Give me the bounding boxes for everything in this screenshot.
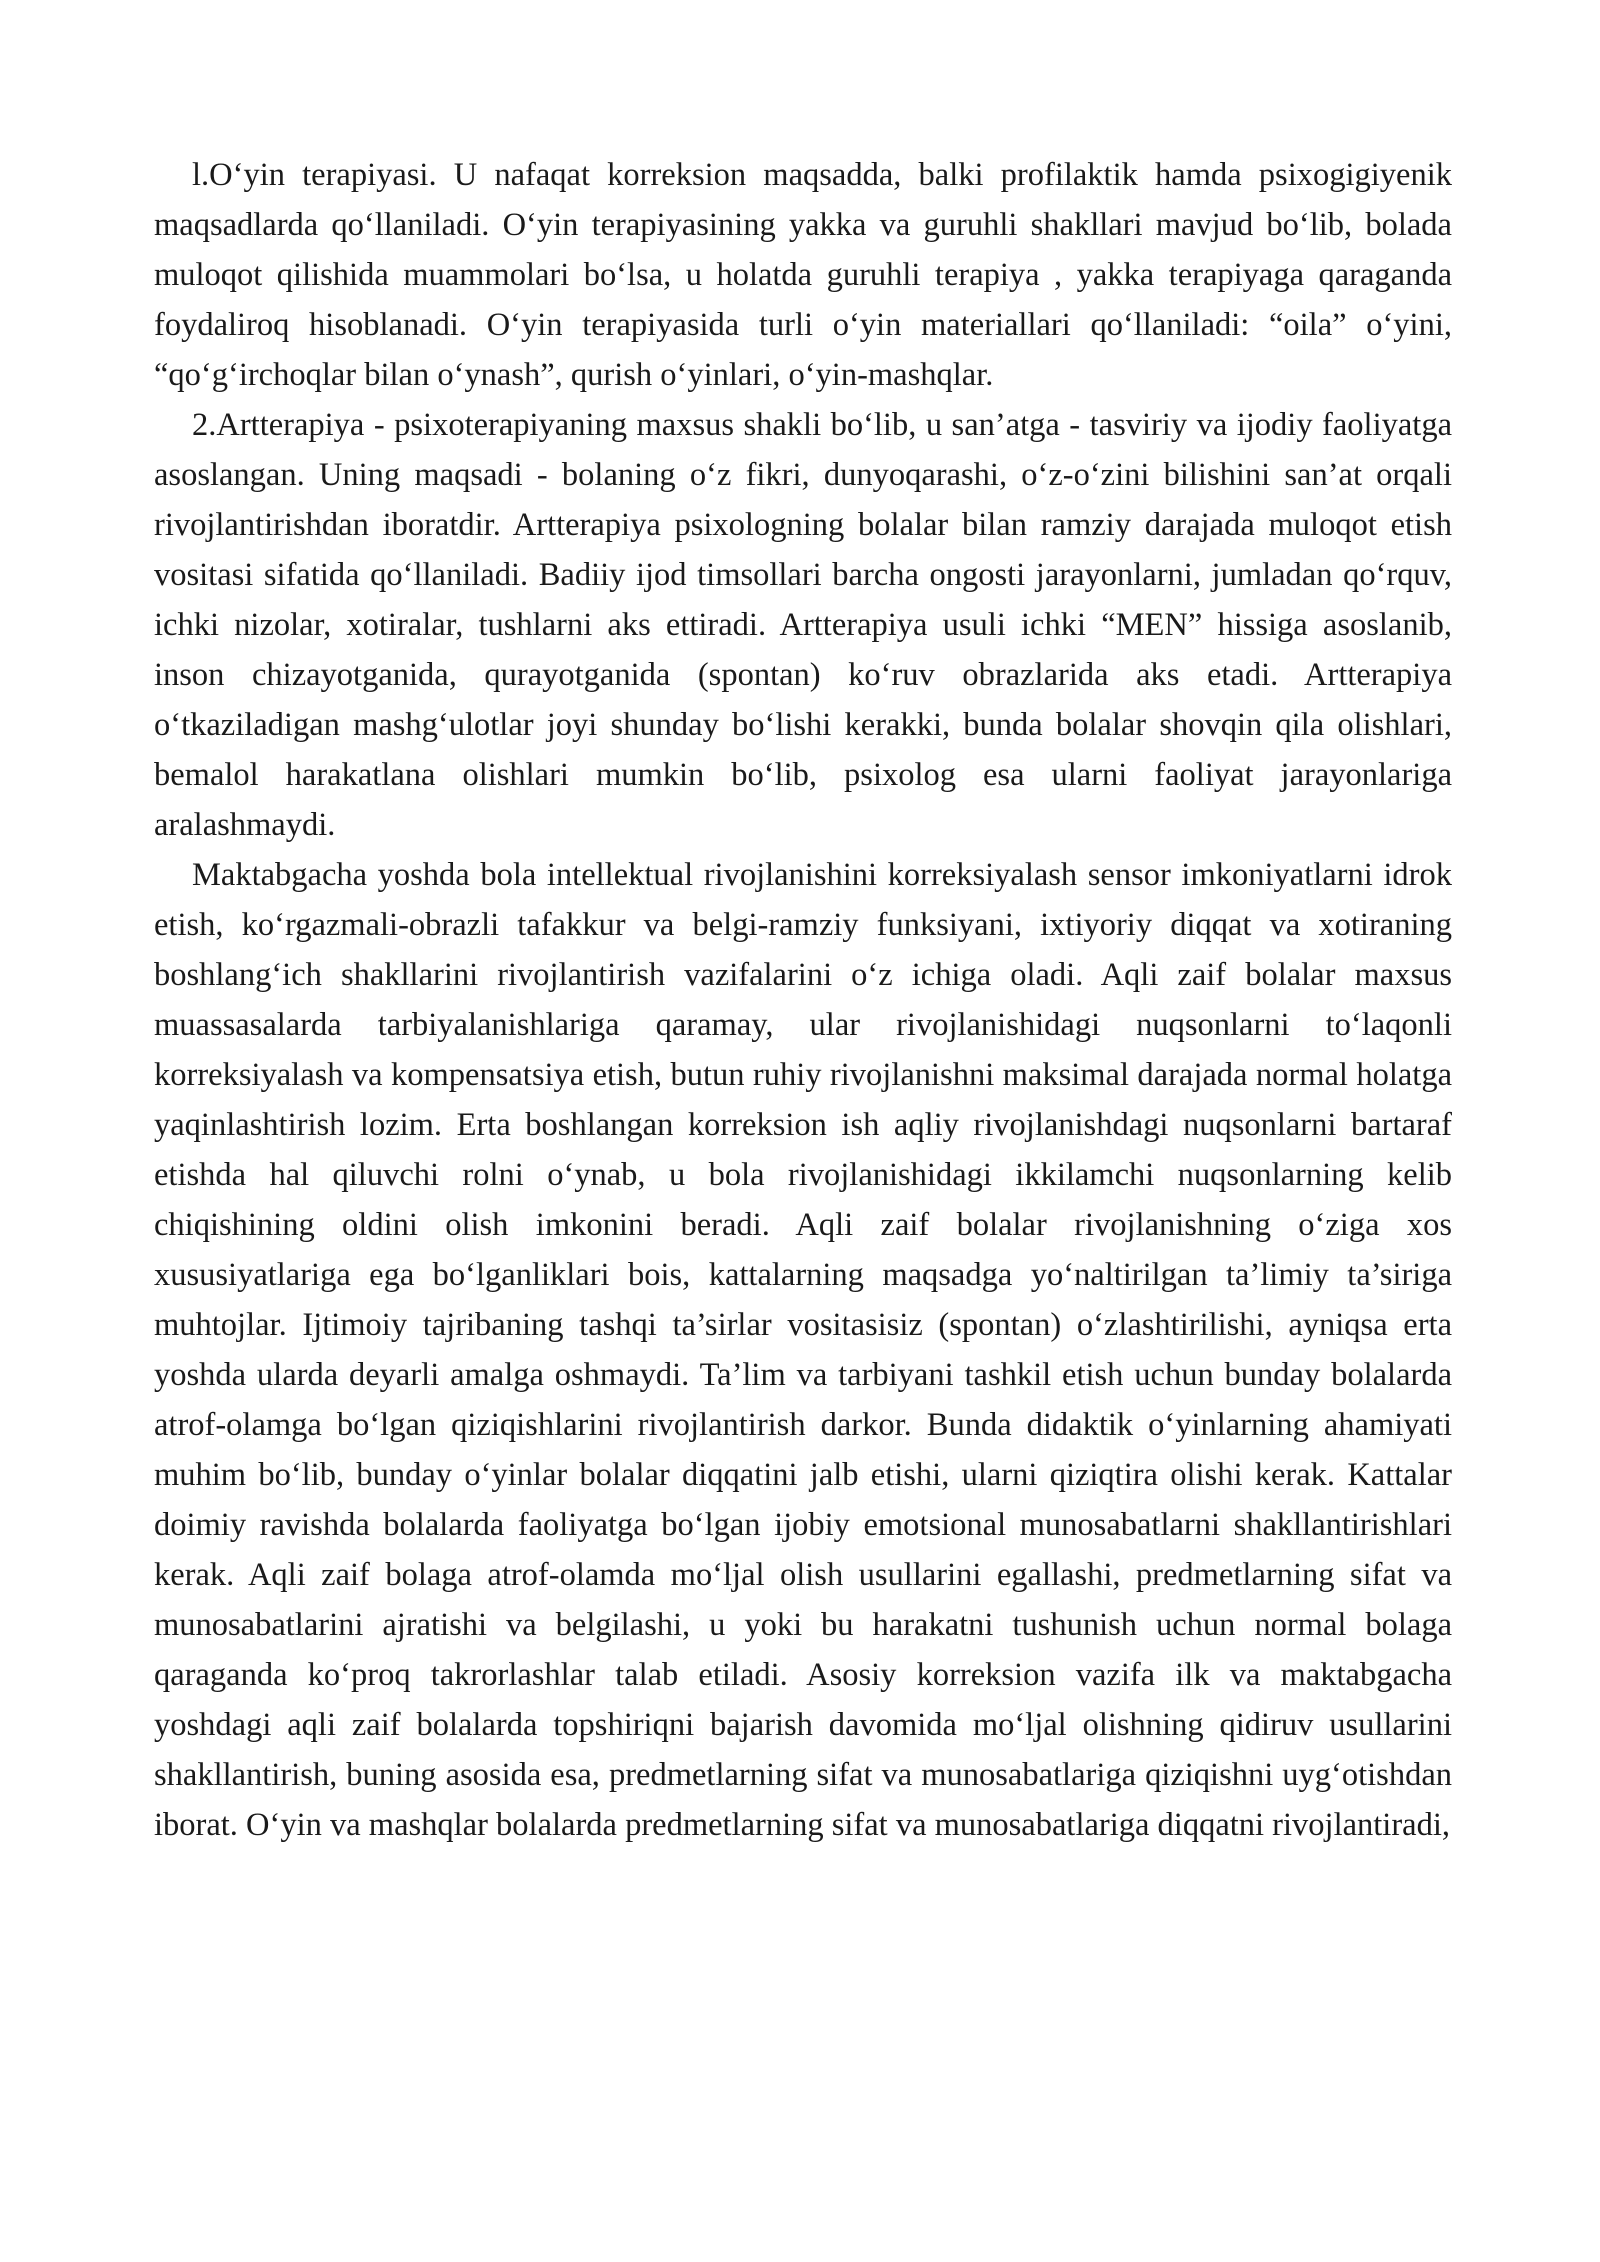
document-page (154, 150, 1452, 1850)
paragraph-play-therapy: l.O‘yin terapiyasi. U nafaqat korreksion maqsadda, balki profilaktik hamda psixogigiyenik maqsadlarda qo‘llaniladi. O‘yin terapiyasining yakka va guruhli shakllari mavjud bo‘lib, bolada muloqot qilishida muammolari bo‘lsa, u holatda guruhli terapiya , yakka terapiyaga qaraganda foydaliroq hisoblanadi. O‘yin terapiyasida turli o‘yin materiallari qo‘llaniladi: “oila” o‘yini, “qo‘g‘irchoqlar bilan o‘ynash”, qurish o‘yinlari, o‘yin-mashqlar. (154, 157, 1452, 393)
paragraph-preschool-correction: Maktabgacha yoshda bola intellektual rivojlanishini korreksiyalash sensor imkoniyatlarni idrok etish, ko‘rgazmali-obrazli tafakkur va belgi-ramziy funksiyani, ixtiyoriy diqqat va xotiraning boshlang‘ich shakllarini rivojlantirish vazifalarini o‘z ichiga oladi. Aqli zaif bolalar maxsus muassasalarda tarbiyalanishlariga qaramay, ular rivojlanishidagi nuqsonlarni to‘laqonli korreksiyalash va kompensatsiya etish, butun ruhiy rivojlanishni maksimal darajada normal holatga yaqinlashtirish lozim. Erta boshlangan korreksion ish aqliy rivojlanishdagi nuqsonlarni bartaraf etishda hal qiluvchi rolni o‘ynab, u bola rivojlanishidagi ikkilamchi nuqsonlarning kelib chiqishining oldini olish imkonini beradi. Aqli zaif bolalar rivojlanishning o‘ziga xos xususiyatlariga ega bo‘lganliklari bois, kattalarning maqsadga yo‘naltirilgan ta’limiy ta’siriga muhtojlar. Ijtimoiy tajribaning tashqi ta’sirlar vositasisiz (spontan) o‘zlashtirilishi, ayniqsa erta yoshda ularda deyarli amalga oshmaydi. Ta’lim va tarbiyani tashkil etish uchun bunday bolalarda atrof-olamga bo‘lgan qiziqishlarini rivojlantirish darkor. Bunda didaktik o‘yinlarning ahamiyati muhim bo‘lib, bunday o‘yinlar bolalar diqqatini jalb etishi, ularni qiziqtira olishi kerak. Kattalar doimiy ravishda bolalarda faoliyatga bo‘lgan ijobiy emotsional munosabatlarni shakllantirishlari kerak. Aqli zaif bolaga atrof-olamda mo‘ljal olish usullarini egallashi, predmetlarning sifat va munosabatlarini ajratishi va belgilashi, u yoki bu harakatni tushunish uchun normal bolaga qaraganda ko‘proq takrorlashlar talab etiladi. Asosiy korreksion vazifa ilk va maktabgacha yoshdagi aqli zaif bolalarda topshiriqni bajarish davomida mo‘ljal olishning qidiruv usullarini shakllantirish, buning asosida esa, predmetlarning sifat va munosabatlariga qiziqishni uyg‘otishdan iborat. O‘yin va mashqlar bolalarda predmetlarning sifat va munosabatlariga diqqatni rivojlantiradi, (154, 857, 1452, 1843)
paragraph-art-therapy: 2.Artterapiya - psixoterapiyaning maxsus shakli bo‘lib, u san’atga - tasviriy va ijodiy faoliyatga asoslangan. Uning maqsadi - bolaning o‘z fikri, dunyoqarashi, o‘z-o‘zini bilishini san’at orqali rivojlantirishdan iboratdir. Artterapiya psixologning bolalar bilan ramziy darajada muloqot etish vositasi sifatida qo‘llaniladi. Badiiy ijod timsollari barcha ongosti jarayonlarni, jumladan qo‘rquv, ichki nizolar, xotiralar, tushlarni aks ettiradi. Artterapiya usuli ichki “MEN” hissiga asoslanib, inson chizayotganida, qurayotganida (spontan) ko‘ruv obrazlarida aks etadi. Artterapiya o‘tkaziladigan mashg‘ulotlar joyi shunday bo‘lishi kerakki, bunda bolalar shovqin qila olishlari, bemalol harakatlana olishlari mumkin bo‘lib, psixolog esa ularni faoliyat jarayonlariga aralashmaydi. (154, 407, 1452, 843)
